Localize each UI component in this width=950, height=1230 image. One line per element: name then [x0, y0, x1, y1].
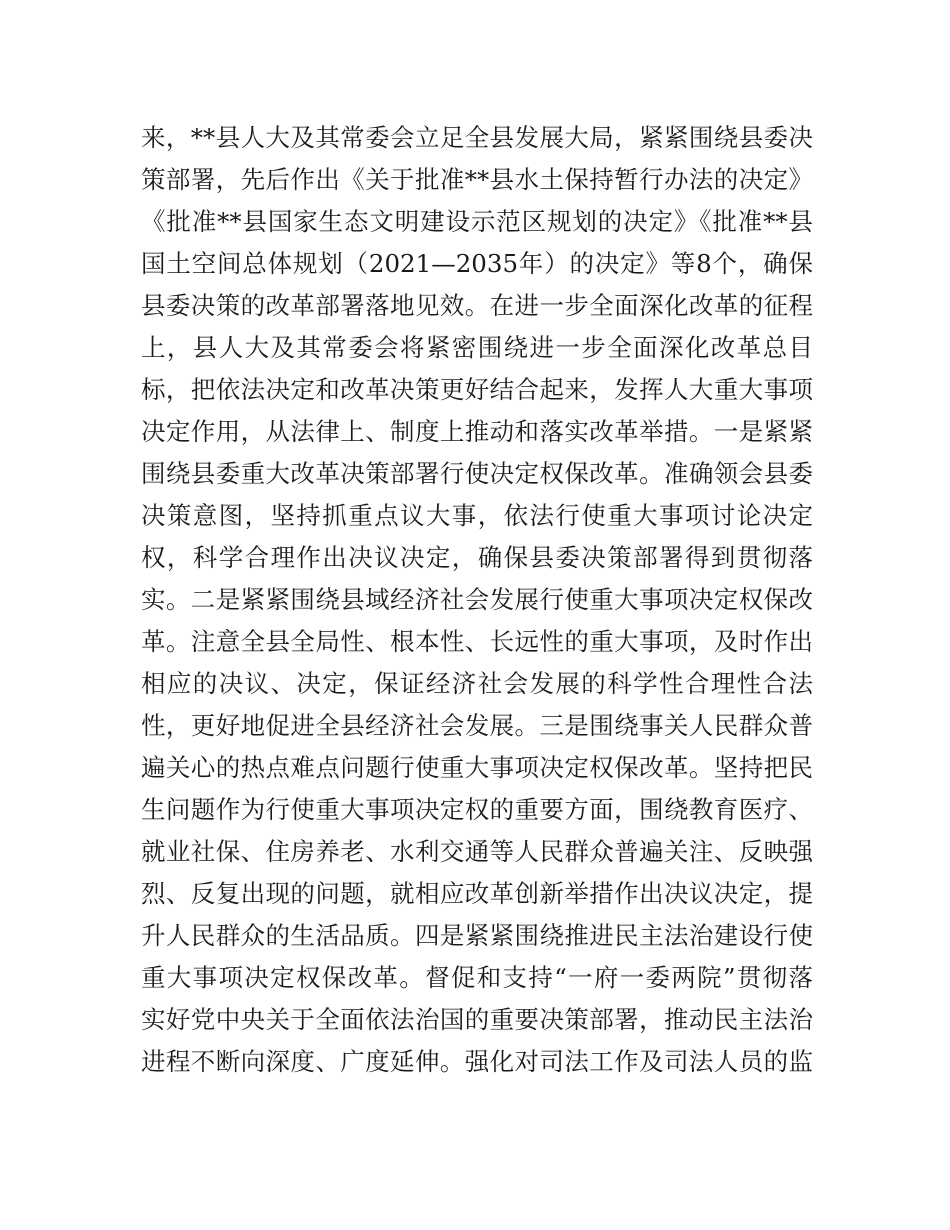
text-line: 来，**县人大及其常委会立足全县发展大局，紧紧围绕县委决	[141, 123, 813, 152]
text-line: 生问题作为行使重大事项决定权的重要方面，围绕教育医疗、	[141, 795, 813, 824]
text-line: 性，更好地促进全县经济社会发展。三是围绕事关人民群众普	[141, 711, 813, 740]
text-line: 实。二是紧紧围绕县域经济社会发展行使重大事项决定权保改	[141, 585, 813, 614]
text-line: 决策意图，坚持抓重点议大事，依法行使重大事项讨论决定	[141, 501, 813, 530]
text-line: 就业社保、住房养老、水利交通等人民群众普遍关注、反映强	[141, 837, 813, 866]
body-text	[141, 117, 813, 1083]
text-line: 国土空间总体规划（2021—2035年）的决定》等8个，确保	[141, 249, 813, 278]
text-line: 决定作用，从法律上、制度上推动和落实改革举措。一是紧紧	[141, 417, 813, 446]
text-line: 烈、反复出现的问题，就相应改革创新举措作出决议决定，提	[141, 879, 813, 908]
text-line: 进程不断向深度、广度延伸。强化对司法工作及司法人员的监	[141, 1047, 813, 1076]
text-line: 《批准**县国家生态文明建设示范区规划的决定》《批准**县	[141, 207, 813, 236]
text-line: 实好党中央关于全面依法治国的重要决策部署，推动民主法治	[141, 1005, 813, 1034]
text-line: 权，科学合理作出决议决定，确保县委决策部署得到贯彻落	[141, 543, 813, 572]
text-line: 升人民群众的生活品质。四是紧紧围绕推进民主法治建设行使	[141, 921, 813, 950]
text-line: 相应的决议、决定，保证经济社会发展的科学性合理性合法	[141, 669, 813, 698]
text-line: 遍关心的热点难点问题行使重大事项决定权保改革。坚持把民	[141, 753, 813, 782]
text-line: 围绕县委重大改革决策部署行使决定权保改革。准确领会县委	[141, 459, 813, 488]
text-line: 革。注意全县全局性、根本性、长远性的重大事项，及时作出	[141, 627, 813, 656]
text-line: 标，把依法决定和改革决策更好结合起来，发挥人大重大事项	[141, 375, 813, 404]
text-line: 重大事项决定权保改革。督促和支持“一府一委两院”贯彻落	[141, 963, 813, 992]
text-line: 上，县人大及其常委会将紧密围绕进一步全面深化改革总目	[141, 333, 813, 362]
text-line: 县委决策的改革部署落地见效。在进一步全面深化改革的征程	[141, 291, 813, 320]
text-line: 策部署，先后作出《关于批准**县水土保持暂行办法的决定》	[141, 165, 813, 194]
